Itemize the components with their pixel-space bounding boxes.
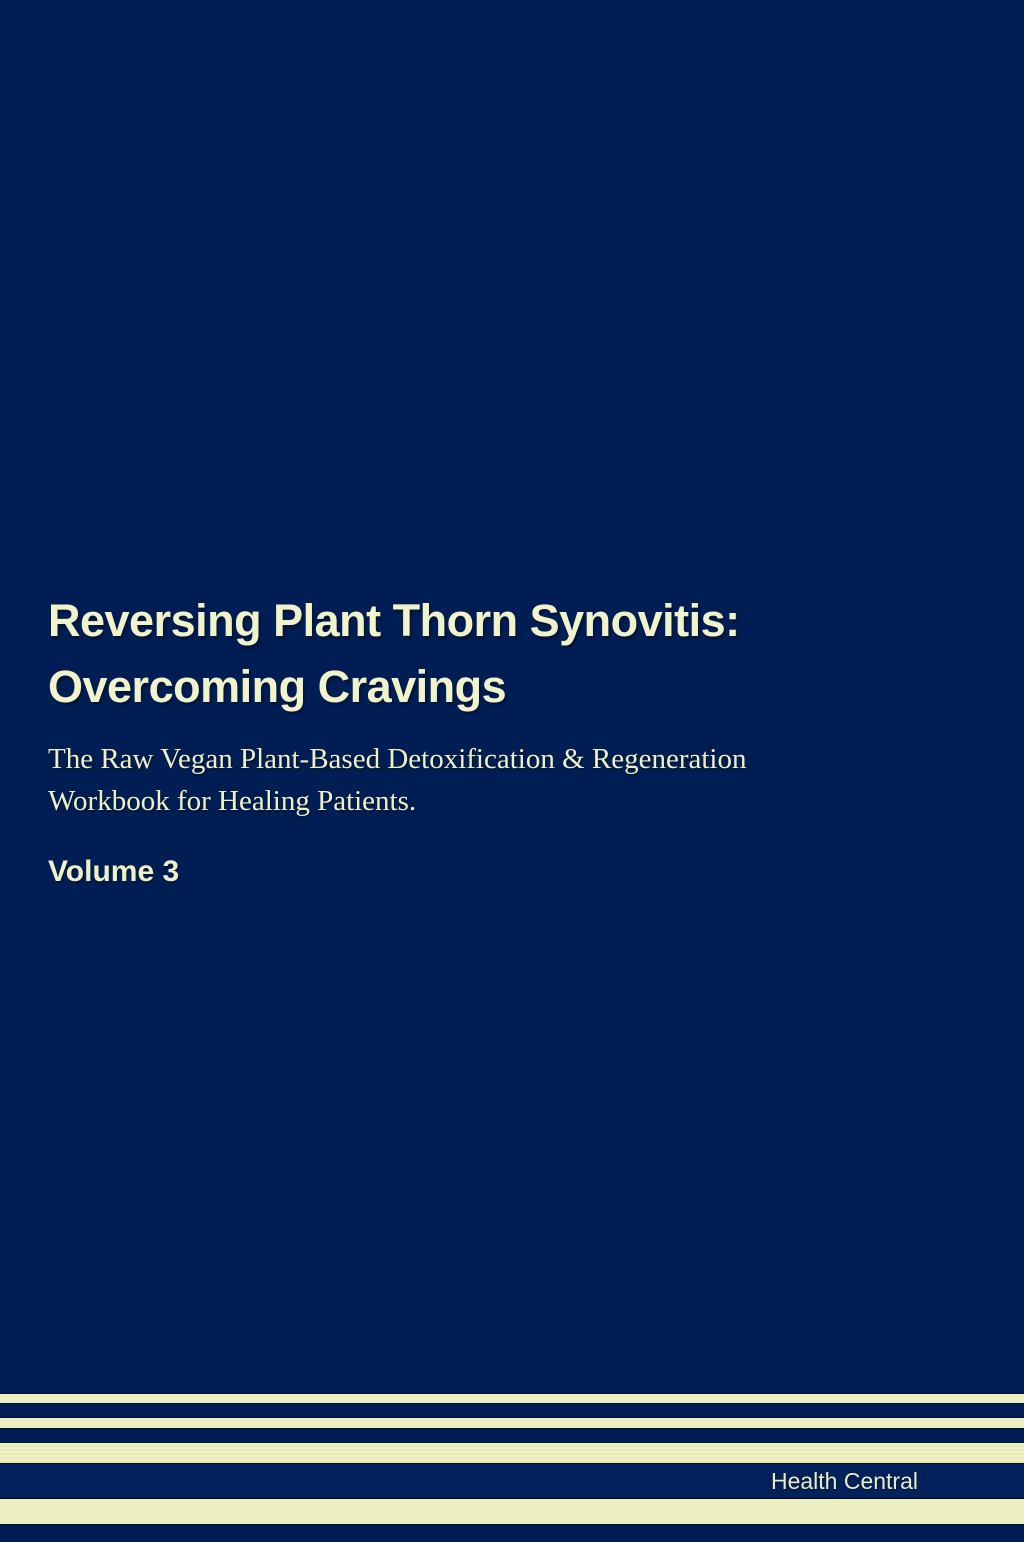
footer-stripe-thin-2 [0, 1418, 1024, 1428]
book-title [48, 588, 978, 720]
title-block [48, 588, 978, 720]
book-title-line-2: Overcoming Cravings [48, 661, 507, 712]
publisher-band [0, 1463, 1024, 1499]
footer-stripe-wide [0, 1499, 1024, 1524]
book-title-line-1: Reversing Plant Thorn Synovitis: [48, 595, 740, 646]
publisher-name: Health Central [770, 1467, 918, 1494]
book-subtitle [48, 738, 948, 822]
book-subtitle-line-1: The Raw Vegan Plant-Based Detoxification & Regeneration [48, 743, 747, 775]
volume-label: Volume 3 [48, 855, 180, 888]
footer-stripe-striated [0, 1443, 1024, 1463]
book-subtitle-line-2: Workbook for Healing Patients. [48, 785, 417, 817]
footer-stripe-thin-1 [0, 1394, 1024, 1403]
